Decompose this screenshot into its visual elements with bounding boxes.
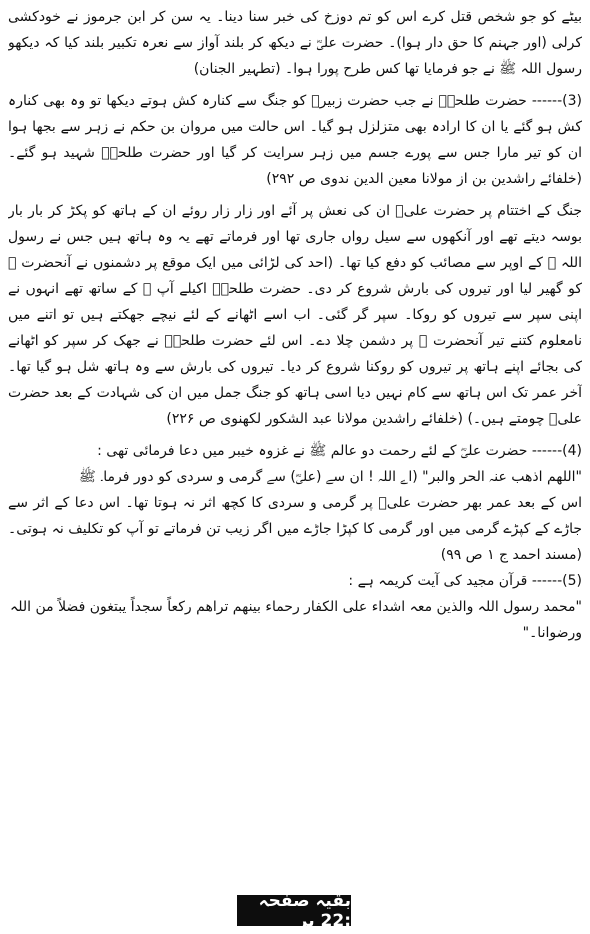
continued-on-page-label: بقیہ صفحہ :22 پر bbox=[258, 891, 351, 931]
continued-on-page-banner bbox=[237, 891, 351, 931]
paragraph-point-4: (4)------ حضرت علیؓ کے لئے رحمت دو عالم ﷺ نے غزوہ خیبر میں دعا فرمائی تھی : bbox=[97, 443, 582, 459]
paragraph-point-3: (3)------ حضرت طلحہؓ نے جب حضرت زبیرؓ کو جنگ سے کنارہ کش ہوتے دیکھا تو وہ بھی کنارہ کش ہو گئے یا ان کا ارادہ بھی متزلزل ہو گیا۔ اس حالت میں مروان بن حکم نے زہر سے بجھا ہوا ان کو تیر مارا جس سے پورے جسم میں زہر سرایت کر گیا اور حضرت طلحہؓ شہید ہو گئے۔ (خلفائے راشدین بن از مولانا معین الدین ندوی ص ۲۹۲) bbox=[8, 93, 582, 187]
paragraph-hazrat-ali-mourning: جنگ کے اختتام پر حضرت علیؓ ان کی نعش پر آئے اور زار زار روئے ان کے ہاتھ کو پکڑ کر بار بار بوسہ دیتے تھے اور آنکھوں سے سیل رواں جاری تھا اور فرماتے تھے یہ وہ ہاتھ ہیں جس نے رسول اللہ ﷺ کے اوپر سے مصائب کو دفع کیا تھا۔ (احد کی لڑائی میں ایک موقع پر دشمنوں نے آنحضرت ﷺ کو گھیر لیا اور تیروں کی بارش شروع کر دی۔ حضرت طلحہؓ اکیلے آپ ﷺ کے ساتھ تھے انہوں نے اپنی سپر سے تیروں کو روکا۔ سپر گر گئی۔ اب اسے اٹھانے کے لئے نیچے جھکتے ہیں تو اتنے میں نامعلوم کتنے تیر آنحضرت ﷺ پر دشمن چلا دے۔ اس لئے حضرت طلحہؓ نے جھک کر سپر کو اٹھانے کی بجائے اپنے ہاتھ پر تیروں کو روکنا شروع کر دیا۔ تیروں کی بارش سے وہ ہاتھ شل ہو گیا تھا۔ آخر عمر تک اس ہاتھ سے کام نہیں دیا اسی ہاتھ کو جنگ جمل میں ان کی شہادت کے بعد حضرت علیؓ چومتے ہیں۔) (خلفائے راشدین مولانا عبد الشکور لکھنوی ص ۲۲۶) bbox=[8, 203, 582, 427]
dua-quote: "اللھم اذھب عنہ الحر والبر" (اے اللہ ! ان سے (علیؓ) سے گرمی و سردی کو دور فرما۔ ﷺ bbox=[78, 469, 582, 485]
paragraph-point-5: (5)------ قرآن مجید کی آیت کریمہ ہے : bbox=[348, 573, 582, 589]
paragraph-intro: بیٹے کو جو شخص قتل کرے اس کو تم دوزخ کی خبر سنا دینا۔ یہ سن کر ابن جرموز نے خودکشی کرلی (اور جہنم کا حق دار ہوا)۔ حضرت علیؓ نے دیکھ کر بلند آواز سے نعرہ تکبیر بلند کیا کہ دیکھو رسول اللہ ﷺ نے جو فرمایا تھا کس طرح پورا ہوا۔ (تطہیر الجنان) bbox=[8, 9, 582, 77]
article-body bbox=[8, 4, 582, 884]
quran-ayah-quote: "محمد رسول اللہ والذین معہ اشداء علی الکفار رحماء بینھم تراھم رکعاً سجداً یبتغون فضلاً من اللہ ورضوانا۔" bbox=[10, 599, 582, 641]
paragraph-point-4-continued: اس کے بعد عمر بھر حضرت علیؓ پر گرمی و سردی کا کچھ اثر نہ ہوتا تھا۔ اس دعا کے اثر سے جاڑے کے کپڑے گرمی میں اور گرمی کا کپڑا جاڑے میں اگر زیب تن فرماتے تو آپ کو تکلیف نہ ہوتی۔ (مسند احمد ج ۱ ص ۹۹) bbox=[8, 495, 582, 563]
